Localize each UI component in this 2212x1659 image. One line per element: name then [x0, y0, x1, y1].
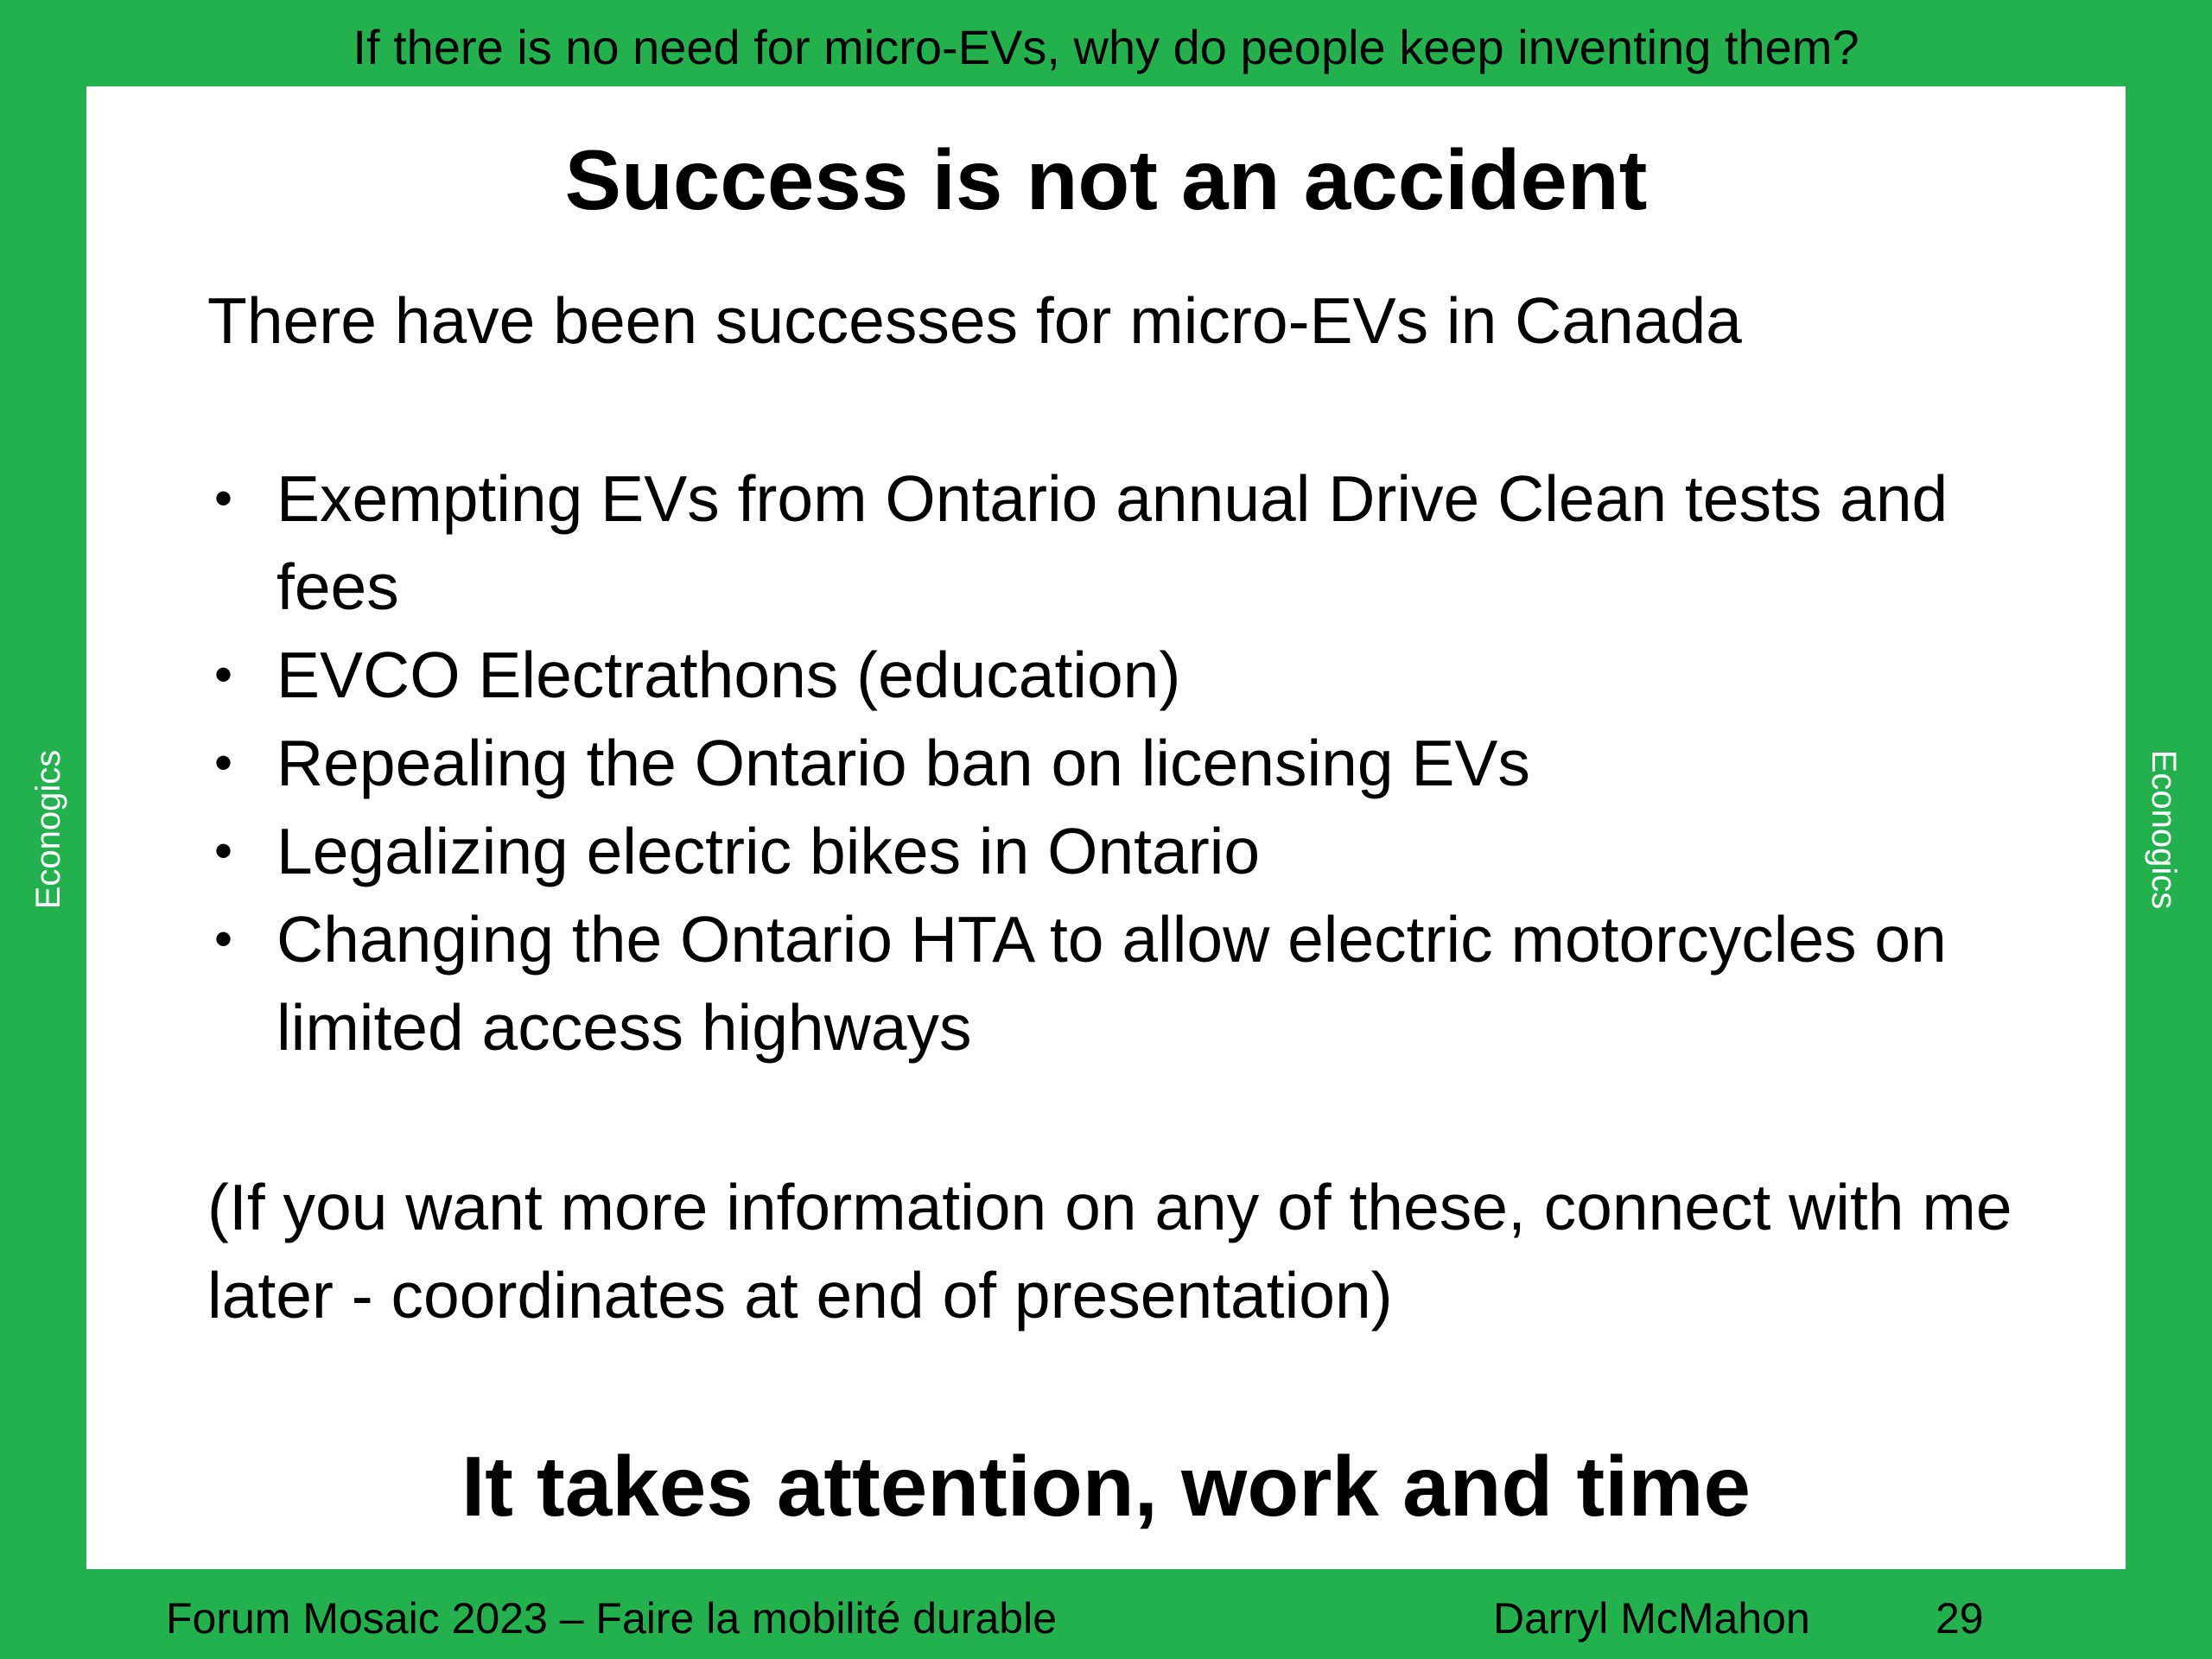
bullet-item	[207, 454, 2074, 631]
bullet-icon: •	[214, 822, 233, 880]
bullet-item	[207, 807, 2074, 895]
footer-author: Darryl McMahon	[1493, 1594, 1810, 1643]
closing-statement: It takes attention, work and time	[461, 1439, 1751, 1534]
bullet-icon: •	[214, 645, 233, 703]
bullet-item	[207, 631, 2074, 719]
page-number: 29	[1936, 1594, 1984, 1643]
slide-content	[86, 86, 2126, 1569]
side-label-right: Econogics	[2145, 749, 2183, 910]
intro-text: There have been successes for micro-EVs in Canada	[207, 284, 1742, 357]
bullet-list	[207, 454, 2074, 1071]
bullet-text: Changing the Ontario HTA to allow electric motorcycles on limited access highways	[276, 903, 1947, 1064]
bullet-icon: •	[214, 910, 233, 968]
footer-event: Forum Mosaic 2023 – Faire la mobilité durable	[166, 1594, 1058, 1643]
bullet-icon: •	[214, 734, 233, 791]
bullet-item	[207, 719, 2074, 807]
bullet-text: Legalizing electric bikes in Ontario	[276, 815, 1261, 887]
slide-title: Success is not an accident	[564, 132, 1648, 227]
info-note: (If you want more information on any of these, connect with me later - coordinates at end of presentation)	[207, 1171, 2012, 1332]
bullet-text: EVCO Electrathons (education)	[276, 639, 1181, 711]
header-banner: If there is no need for micro-EVs, why do people keep inventing them?	[353, 20, 1859, 74]
side-label-left: Econogics	[29, 749, 67, 910]
bullet-text: Exempting EVs from Ontario annual Drive Clean tests and fees	[276, 462, 1948, 623]
bullet-text: Repealing the Ontario ban on licensing EVs	[276, 727, 1530, 799]
bullet-item	[207, 895, 2074, 1071]
bullet-icon: •	[214, 469, 233, 527]
